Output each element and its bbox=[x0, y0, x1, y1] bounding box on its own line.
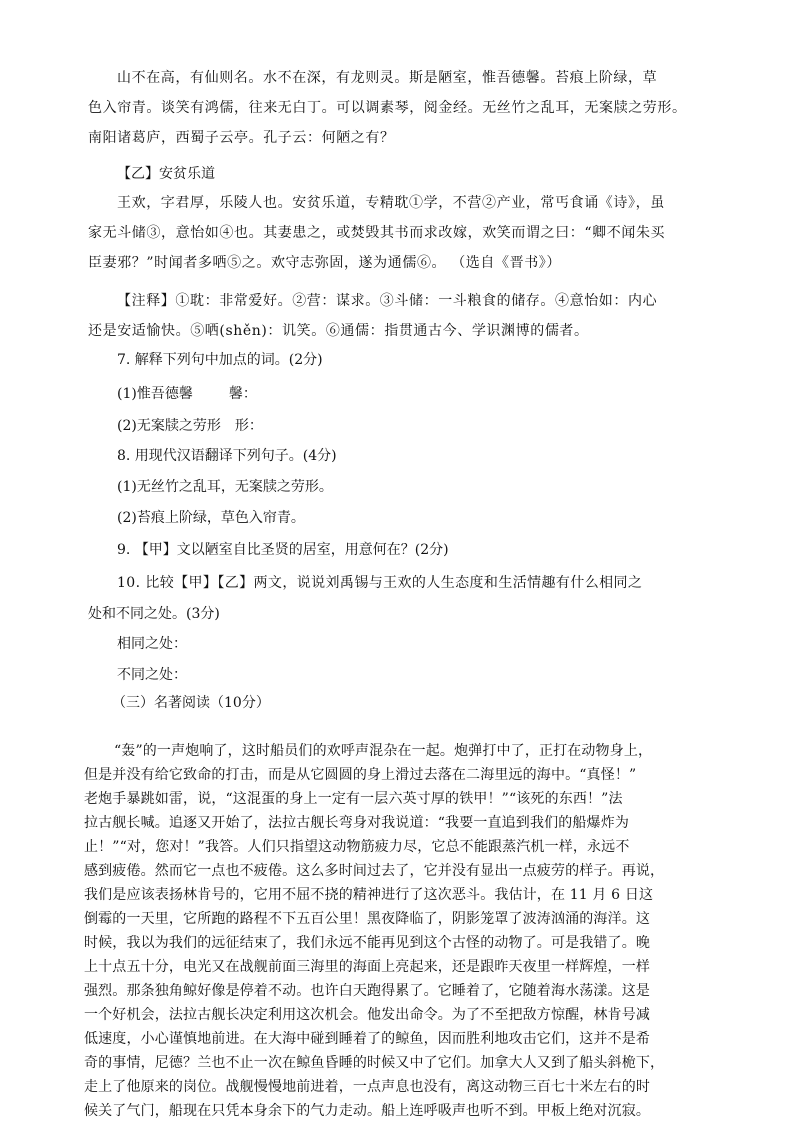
passage-line: 低速度，小心谨慎地前进。在大海中碰到睡着了的鲸鱼，因而胜利地攻击它们，这并不是希 bbox=[84, 1031, 650, 1047]
annotation-line: 还是安适愉快。⑤哂(shěn)：讥笑。⑥通儒：指贯通古今、学识渊博的儒者。 bbox=[88, 323, 589, 339]
annotation-line: 【注释】①耽：非常爱好。②营：谋求。③斗储：一斗粮食的储存。④意怡如：内心 bbox=[117, 293, 658, 309]
passage-line: 候关了气门，船现在只凭本身余下的气力走动。船上连呼吸声也听不到。甲板上绝对沉寂。 bbox=[84, 1103, 650, 1119]
question-7: 7. 解释下列句中加点的词。(2分) bbox=[117, 352, 323, 368]
question-10: 10. 比较【甲】【乙】两文，说说刘禹锡与王欢的人生态度和生活情趣有什么相同之 bbox=[117, 575, 643, 591]
passage-line: 我们是应该表扬林肯号的，它用不屈不挠的精神进行了这次恶斗。我估计，在 11 月 6 日这 bbox=[84, 887, 654, 903]
passage-line: 山不在高，有仙则名。水不在深，有龙则灵。斯是陋室，惟吾德馨。苔痕上阶绿，草 bbox=[117, 70, 658, 86]
passage-yi bbox=[88, 188, 717, 278]
question-8-item-1: (1)无丝竹之乱耳，无案牍之劳形。 bbox=[117, 479, 333, 495]
question-7-item-2 bbox=[117, 415, 717, 435]
passage-line: 感到疲倦。然而它一点也不疲倦。这么多时间过去了，它并没有显出一点疲劳的样子。再说， bbox=[84, 863, 665, 879]
passage-line: 但是并没有给它致命的打击，而是从它圆圆的身上滑过去落在二海里远的海中。“真怪！” bbox=[84, 767, 637, 783]
passage-line: 一个好机会，法拉古舰长决定利用这次机会。他发出命令。为了不至把敌方惊醒，林肯号减 bbox=[84, 1007, 650, 1023]
answer-diff-label: 不同之处： bbox=[117, 667, 187, 683]
question-7-item-1 bbox=[117, 383, 717, 403]
passage-line: 倒霉的一天里，它所跑的路程不下五百公里！黑夜降临了，阴影笼罩了波涛汹涌的海洋。这 bbox=[84, 911, 650, 927]
passage-line: 走上了他原来的岗位。战舰慢慢地前进着，一点声息也没有，离这动物三百七十米左右的时 bbox=[84, 1079, 650, 1095]
answer-blank-label: 形： bbox=[234, 418, 263, 434]
question-9: 9. 【甲】文以陋室自比圣贤的居室，用意何在？(2分) bbox=[117, 542, 449, 558]
passage-line: 臣妻邪？”时闻者多哂⑤之。欢守志弥固，遂为通儒⑥。 （选自《晋书》） bbox=[88, 255, 562, 271]
question-text: (1)惟吾德馨 bbox=[117, 386, 193, 402]
passage-line: 奇的事情，尼德？兰也不止一次在鲸鱼昏睡的时候又中了它们。加拿大人又到了船头斜桅下， bbox=[84, 1055, 665, 1071]
question-10-cont: 处和不同之处。(3分) bbox=[88, 606, 220, 622]
passage-line: 南阳诸葛庐，西蜀子云亭。孔子云：何陋之有？ bbox=[88, 130, 395, 146]
passage-section-3 bbox=[84, 739, 724, 1123]
section-3-heading: （三）名著阅读（10分） bbox=[112, 695, 270, 711]
question-8: 8. 用现代汉语翻译下列句子。(4分) bbox=[117, 448, 337, 464]
passage-line: “轰”的一声炮响了，这时船员们的欢呼声混杂在一起。炮弹打中了，正打在动物身上， bbox=[114, 743, 653, 759]
passage-jia bbox=[88, 63, 717, 153]
passage-line: 王欢，字君厚，乐陵人也。安贫乐道，专精耽①学，不营②产业，常丐食诵《诗》，虽 bbox=[117, 195, 665, 211]
question-8-item-2: (2)苔痕上阶绿，草色入帘青。 bbox=[117, 510, 305, 526]
passage-line: 时候，我以为我们的远征结束了，我们永远不能再见到这个古怪的动物了。可是我错了。晚 bbox=[84, 935, 650, 951]
answer-blank-label: 馨： bbox=[228, 386, 257, 402]
passage-line: 老炮手暴跳如雷，说，“这混蛋的身上一定有一层六英寸厚的铁甲！”“该死的东西！”法 bbox=[84, 791, 623, 807]
passage-yi-heading: 【乙】安贫乐道 bbox=[117, 166, 215, 182]
passage-line: 止！”“对，您对！”我答。人们只指望这动物筋疲力尽，它总不能跟蒸汽机一样，永远不 bbox=[84, 839, 630, 855]
passage-line: 色入帘青。谈笑有鸿儒，往来无白丁。可以调素琴，阅金经。无丝竹之乱耳，无案牍之劳形。 bbox=[88, 100, 687, 116]
passage-line: 家无斗储③，意怡如④也。其妻患之，或焚毁其书而求改嫁，欢笑而谓之曰：“卿不闻朱买 bbox=[88, 225, 666, 241]
answer-same-label: 相同之处： bbox=[117, 636, 187, 652]
passage-line: 拉古舰长喊。追逐又开始了，法拉古舰长弯身对我说道：“我要一直追到我们的船爆炸为 bbox=[84, 815, 630, 831]
question-text: (2)无案牍之劳形 bbox=[117, 418, 221, 434]
passage-line: 上十点五十分，电光又在战舰前面三海里的海面上亮起来，还是跟昨天夜里一样辉煌，一样 bbox=[84, 959, 650, 975]
passage-line: 强烈。那条独角鲸好像是停着不动。也许白天跑得累了。它睡着了，它随着海水荡漾。这是 bbox=[84, 983, 650, 999]
annotations bbox=[88, 286, 717, 346]
